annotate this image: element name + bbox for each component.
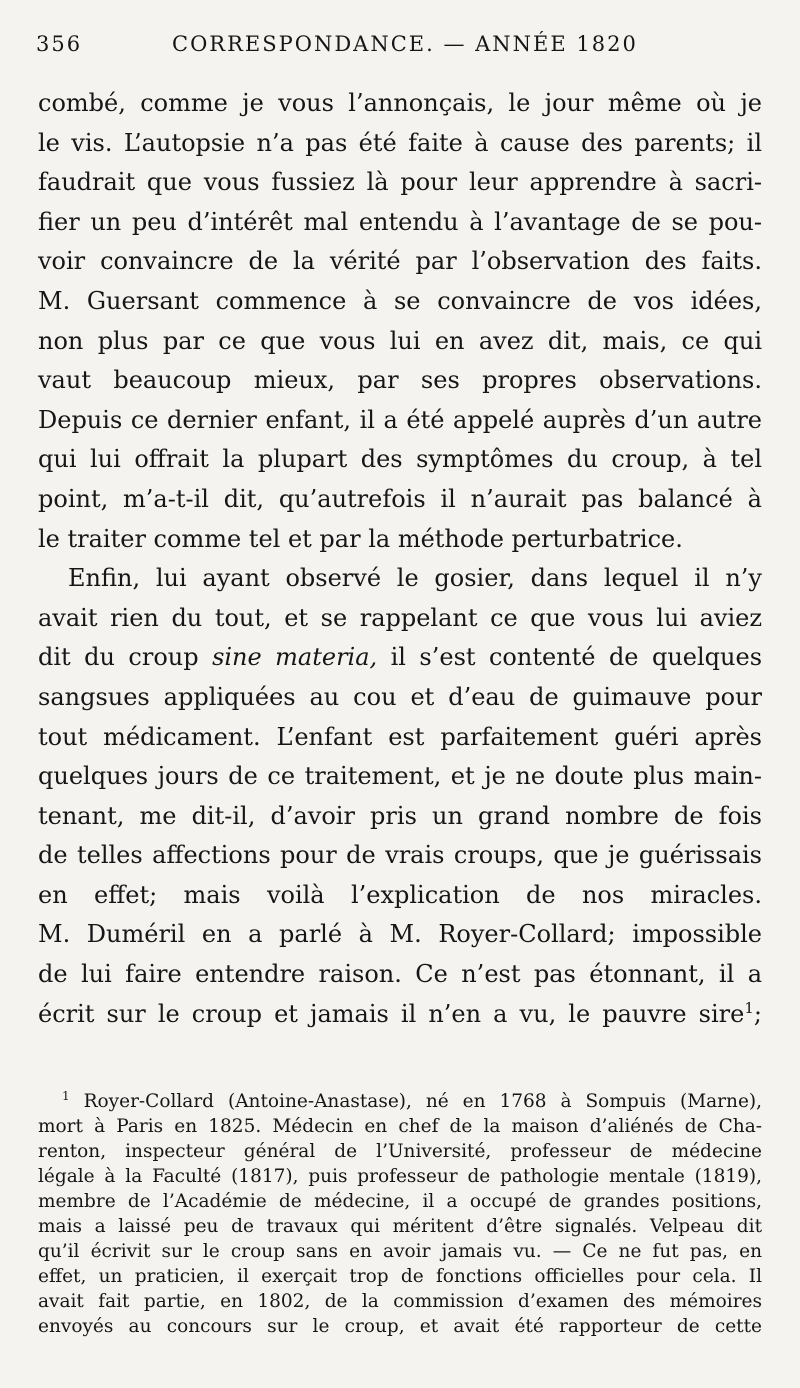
text-line: faudrait que vous fussiez là pour leur apprendre à sacri- — [38, 168, 762, 197]
footnote-line — [38, 1089, 762, 1114]
footnote-number: 1 — [62, 1088, 70, 1103]
text-line-with-italic — [38, 638, 762, 678]
text-line-with-note-ref — [38, 995, 762, 1035]
text-line: non plus par ce que vous lui en avez dit, mais, ce qui — [38, 326, 762, 355]
page-number: 356 — [36, 32, 83, 56]
footnote-line: avait fait partie, en 1802, de la commission d’examen des mémoires — [38, 1291, 762, 1312]
text-line: tenant, me dit-il, d’avoir pris un grand nombre de fois — [38, 801, 762, 830]
text-line: M. Duméril en a parlé à M. Royer-Collard; impossible — [38, 920, 762, 949]
text-line: tout médicament. L’enfant est parfaitement guéri après — [38, 722, 762, 751]
footnote-reference: 1 — [744, 998, 754, 1017]
running-head: CORRESPONDANCE. — ANNÉE 1820 — [172, 32, 638, 56]
footnote-line: légale à la Faculté (1817), puis professeur de pathologie mentale (1819), — [38, 1166, 762, 1187]
page-header — [36, 32, 760, 66]
text-span: ; — [753, 999, 762, 1028]
text-line: de telles affections pour de vrais croups, que je guérissais — [38, 841, 762, 870]
text-line: point, m’a-t-il dit, qu’autrefois il n’aurait pas balancé à — [38, 484, 762, 513]
text-line: qui lui offrait la plupart des symptômes du croup, à tel — [38, 445, 762, 474]
text-span: il s’est contenté de quelques — [377, 643, 763, 672]
footnote-line: renton, inspecteur général de l’Université, professeur de médecine — [38, 1141, 762, 1162]
text-line: combé, comme je vous l’annonçais, le jour même où je — [38, 89, 762, 117]
text-line: sangsues appliquées au cou et d’eau de guimauve pour — [38, 682, 762, 711]
footnote-line: mais a laissé peu de travaux qui méritent d’être signalés. Velpeau dit — [38, 1216, 762, 1237]
text-line: quelques jours de ce traitement, et je ne doute plus main- — [38, 762, 762, 791]
footnote-line: qu’il écrivit sur le croup sans en avoir jamais vu. — Ce ne fut pas, en — [38, 1241, 762, 1262]
footnote-line: mort à Paris en 1825. Médecin en chef de la maison d’aliénés de Cha- — [38, 1116, 762, 1137]
text-line: avait rien du tout, et se rappelant ce que vous lui aviez — [38, 603, 762, 632]
text-span: Royer-Collard (Antoine-Anastase), né en 1768 à Sompuis (Marne), — [83, 1091, 762, 1112]
text-line: fier un peu d’intérêt mal entendu à l’avantage de se pou- — [38, 207, 762, 236]
footnote — [38, 1089, 762, 1339]
text-line: en effet; mais voilà l’explication de nos miracles. — [38, 880, 762, 909]
italic-phrase: sine materia, — [212, 643, 378, 672]
footnote-line: effet, un praticien, il exerçait trop de fonctions officielles pour cela. Il — [38, 1266, 762, 1287]
text-line: vaut beaucoup mieux, par ses propres observations. — [38, 366, 762, 395]
footnote-line: envoyés au concours sur le croup, et avait été rapporteur de cette — [38, 1316, 762, 1337]
text-line: de lui faire entendre raison. Ce n’est pas étonnant, il a — [38, 960, 762, 989]
text-line: Enfin, lui ayant observé le gosier, dans lequel il n’y — [68, 564, 762, 593]
text-span: écrit sur le croup et jamais il n’en a vu, le pauvre sire — [38, 999, 745, 1028]
text-span: dit du croup — [38, 643, 213, 672]
main-text — [38, 84, 762, 1034]
text-line: le traiter comme tel et par la méthode perturbatrice. — [38, 524, 683, 553]
text-line: Depuis ce dernier enfant, il a été appelé auprès d’un autre — [38, 405, 762, 434]
text-line: le vis. L’autopsie n’a pas été faite à cause des parents; il — [38, 128, 762, 157]
text-line: voir convaincre de la vérité par l’observation des faits. — [38, 247, 762, 276]
text-line: M. Guersant commence à se convaincre de vos idées, — [38, 286, 762, 315]
footnote-line: membre de l’Académie de médecine, il a occupé de grandes positions, — [38, 1191, 762, 1212]
